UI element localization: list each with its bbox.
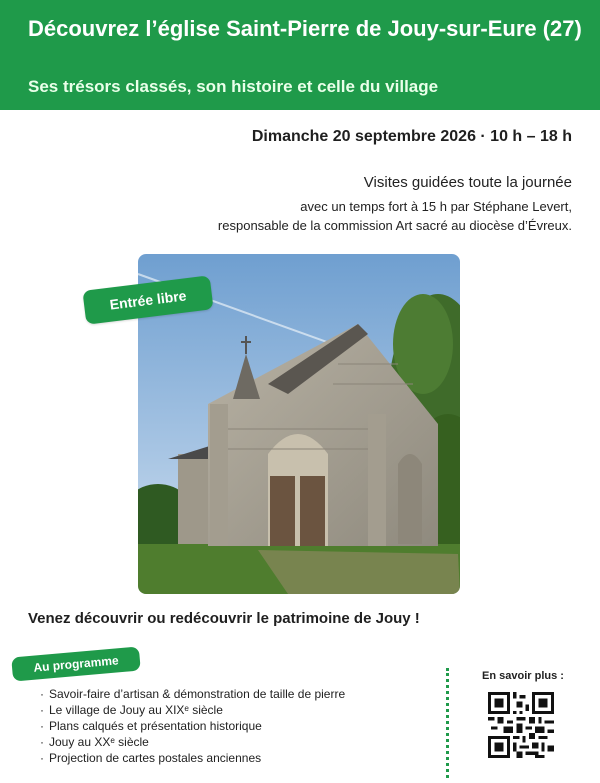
programme-badge: Au programme <box>11 646 141 681</box>
more-info-label: En savoir plus : <box>482 670 564 682</box>
bullet-icon: · <box>40 751 44 765</box>
list-item: · Plans calqués et présentation historique <box>40 719 262 733</box>
header-banner <box>0 0 600 110</box>
highlight-line-1: avec un temps fort à 15 h par Stéphane Levert, <box>300 199 572 214</box>
free-entry-badge: Entrée libre <box>82 275 213 324</box>
list-item: · Jouy au XXᵉ siècle <box>40 735 149 749</box>
programme-list <box>40 686 345 766</box>
page-title: Découvrez l’église Saint-Pierre de Jouy-sur-Eure (27) <box>28 16 582 41</box>
page-subtitle: Ses trésors classés, son histoire et celle du village <box>28 77 439 96</box>
highlight-line-2: responsable de la commission Art sacré au diocèse d’Évreux. <box>217 218 572 233</box>
list-item: · Savoir-faire d’artisan & démonstration de taille de pierre <box>40 687 346 701</box>
bullet-icon: · <box>40 735 44 749</box>
bullet-icon: · <box>40 719 44 733</box>
visits-text: Visites guidées toute la journée <box>363 174 572 191</box>
bullet-icon: · <box>40 687 44 701</box>
dotted-divider <box>446 668 449 778</box>
list-item: · Le village de Jouy au XIXᵉ siècle <box>40 703 223 717</box>
event-date: Dimanche 20 septembre 2026 · 10 h – 18 h <box>251 128 572 145</box>
qr-code-icon[interactable] <box>488 692 554 758</box>
bullet-icon: · <box>40 703 44 717</box>
list-item: · Projection de cartes postales anciennes <box>40 751 262 765</box>
invitation-text: Venez découvrir ou redécouvrir le patrimoine de Jouy ! <box>28 610 420 627</box>
